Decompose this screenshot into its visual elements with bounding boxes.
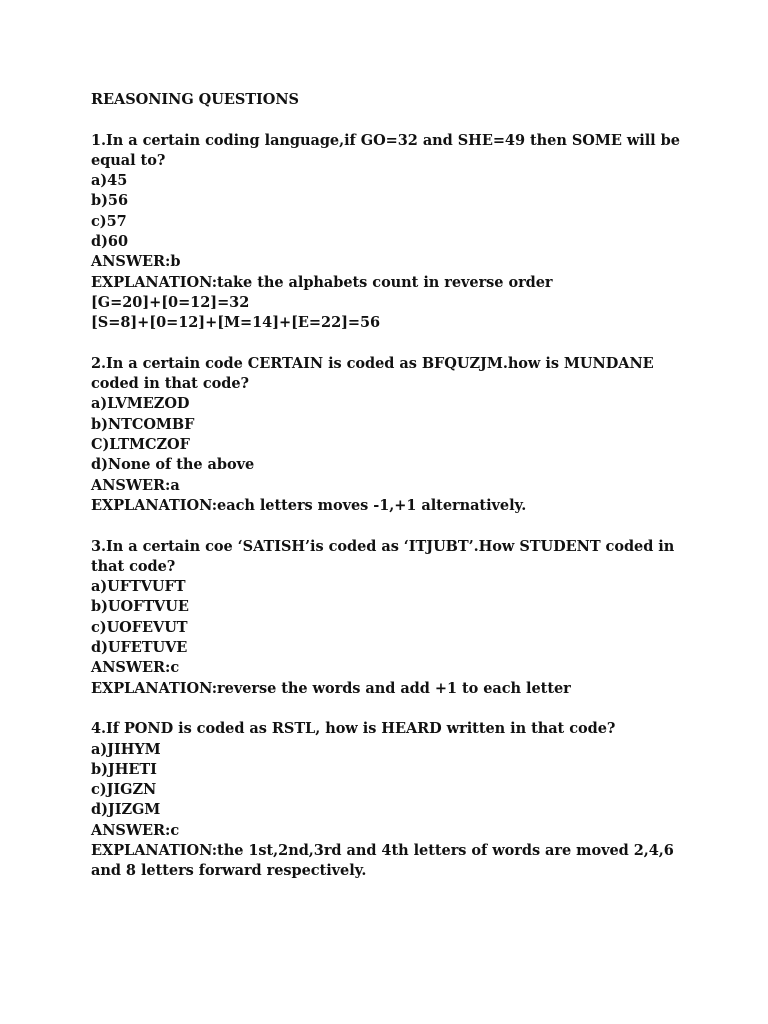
option-d: d)UFETUVE [91,639,188,657]
option-a: a)JIHYM [91,740,161,758]
option-b: b)UOFTVUE [91,598,189,616]
document-title: REASONING QUESTIONS [91,91,299,108]
option-b: b)NTCOMBF [91,415,195,433]
option-a: a)UFTVUFT [91,578,186,596]
option-a: a)45 [91,172,128,190]
document-body [91,90,691,902]
option-c: c)57 [91,212,127,230]
explanation-line: EXPLANATION:the 1st,2nd,3rd and 4th letters of words are moved 2,4,6 and 8 letters forward respectively. [91,841,679,880]
question-block-3 [91,537,691,699]
explanation-line: EXPLANATION:reverse the words and add +1 to each letter [91,679,571,697]
option-b: b)56 [91,192,128,210]
option-c: c)JIGZN [91,781,157,799]
question-block-1 [91,131,691,334]
answer-line: ANSWER:a [91,476,180,494]
option-d: d)JIZGM [91,801,161,819]
option-c: c)UOFEVUT [91,618,188,636]
option-d: d)None of the above [91,456,255,474]
explanation-line: EXPLANATION:each letters moves -1,+1 alternatively. [91,496,527,514]
working-line: [G=20]+[0=12]=32 [91,293,250,311]
question-text: 3.In a certain coe ‘SATISH’is coded as ‘ITJUBT’.How STUDENT coded in that code? [91,537,680,575]
answer-line: ANSWER:c [91,821,180,839]
option-a: a)LVMEZOD [91,395,190,413]
option-b: b)JHETI [91,760,157,778]
question-block-2 [91,354,691,516]
working-line: [S=8]+[0=12]+[M=14]+[E=22]=56 [91,314,381,332]
answer-line: ANSWER:b [91,253,181,271]
question-block-4 [91,719,691,881]
option-d: d)60 [91,233,128,251]
question-text: 4.If POND is coded as RSTL, how is HEARD written in that code? [91,720,616,738]
answer-line: ANSWER:c [91,659,180,677]
explanation-line: EXPLANATION:take the alphabets count in reverse order [91,273,553,291]
option-c: C)LTMCZOF [91,436,190,454]
question-text: 1.In a certain coding language,if GO=32 and SHE=49 then SOME will be equal to? [91,131,685,169]
question-text: 2.In a certain code CERTAIN is coded as BFQUZJM.how is MUNDANE coded in that code? [91,354,659,393]
